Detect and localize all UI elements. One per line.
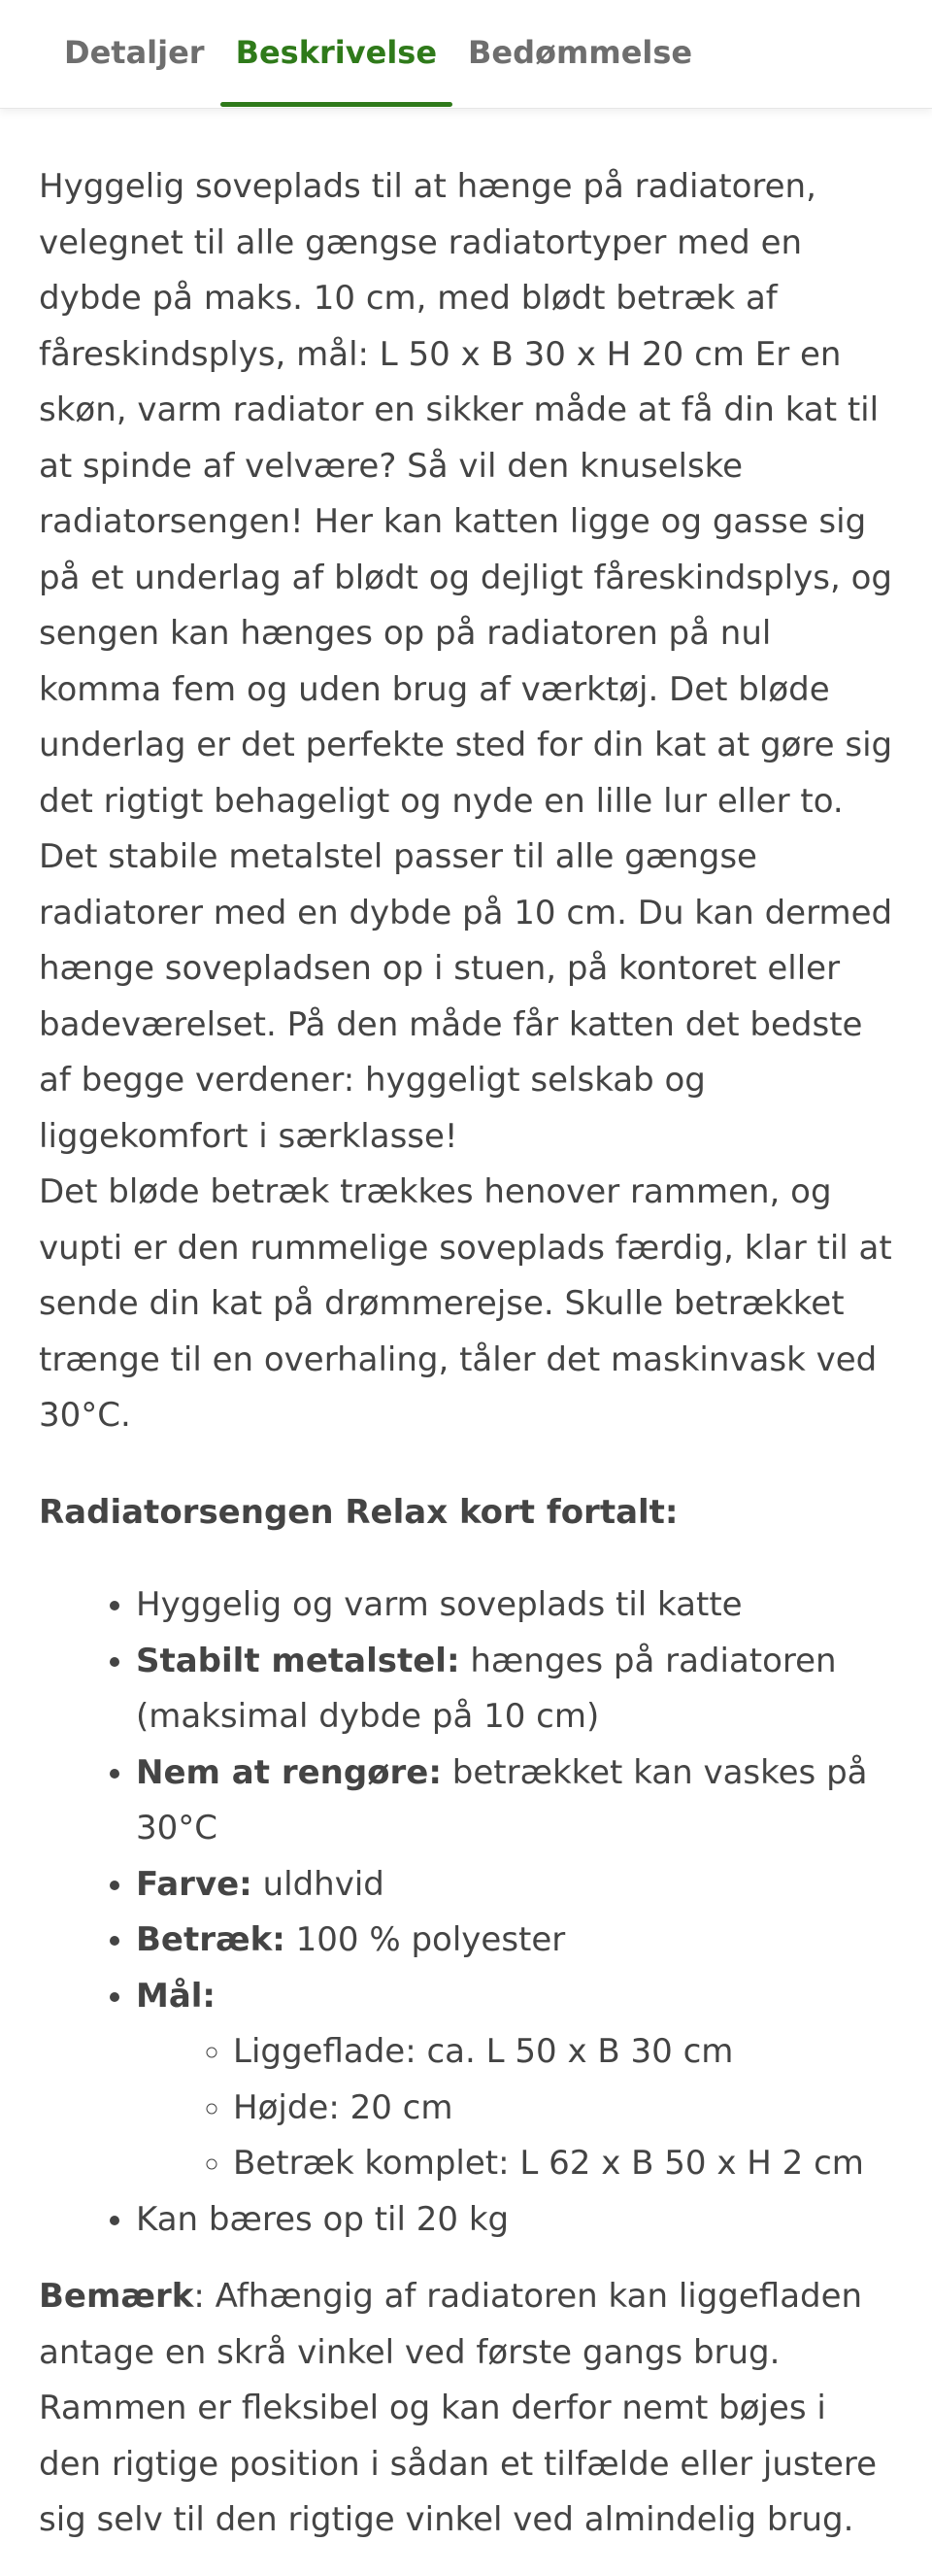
product-tabs (0, 0, 932, 109)
list-item (136, 1746, 893, 1857)
list-item-text: uldhvid (251, 1864, 384, 1904)
list-item-label: Nem at rengøre: (136, 1752, 442, 1792)
description-content (0, 109, 932, 2549)
feature-list (39, 1577, 893, 2248)
summary-heading: Radiatorsengen Relax kort fortalt: (39, 1492, 679, 1532)
description-paragraph: Hyggelig soveplads til at hænge på radiatoren, velegnet til alle gængse radiatortyper med en dybde på maks. 10 cm, med blødt betræk af fåreskindsplys, mål: L 50 x B 30 x H 20 cm Er en skøn, varm radiator en sikker måde at få din kat til at spinde af velvære? Så vil den knuselske radiatorsengen! Her kan katten ligge og gasse sig på et underlag af blødt og dejligt fåreskindsplys, og sengen kan hænges op på radiatoren på nul komma fem og uden brug af værktøj. Det bløde underlag er det perfekte sted for din kat at gøre sig det rigtigt behageligt og nyde en lille lur eller to. (39, 167, 893, 821)
list-item-text: 100 % polyester (284, 1920, 566, 1959)
list-item (136, 1857, 893, 1914)
description-paragraph: Det stabile metalstel passer til alle gængse radiatorer med en dybde på 10 cm. Du kan dermed hænge sovepladsen op i stuen, på kontoret eller badeværelset. På den måde får katten det bedste af begge verdener: hyggeligt selskab og liggekomfort i særklasse! (39, 837, 893, 1156)
list-item (136, 1577, 893, 1634)
list-item-text: Hyggelig og varm soveplads til katte (136, 1585, 743, 1624)
list-item: • Kan bæres op til 20 kg (136, 2192, 893, 2249)
tab-description[interactable]: Beskrivelse (220, 0, 452, 105)
description-paragraph: Det bløde betræk trækkes henover rammen, og vupti er den rummelige soveplads færdig, klar til at sende din kat på drømmerejse. Skulle betrækket trænge til en overhaling, tåler det maskinvask ved 30°C. (39, 1172, 892, 1435)
tab-details[interactable]: Detaljer (64, 34, 205, 71)
list-item-label: Mål: (136, 1976, 216, 2016)
note-paragraph (39, 2269, 893, 2549)
list-item-label: Betræk: (136, 1920, 285, 1959)
sub-list-item: ◦ Højde: 20 cm (233, 2081, 893, 2137)
list-item-label: Stabilt metalstel: (136, 1641, 460, 1680)
list-item (136, 1634, 893, 1746)
dimensions-list (136, 2024, 893, 2192)
list-item-text: betrækket kan vaskes på 30°C (136, 1752, 868, 1847)
sub-list-item: ◦ Betræk komplet: L 62 x B 50 x H 2 cm (233, 2136, 893, 2192)
list-item (136, 1969, 893, 2192)
tab-reviews[interactable]: Bedømmelse (468, 34, 693, 71)
note-text: : Afhængig af radiatoren kan liggefladen antage en skrå vinkel ved første gangs brug. Rammen er fleksibel og kan derfor nemt bøjes i den rigtige position i sådan et tilfælde eller justere sig selv til den rigtige vinkel ved almindelig brug. (39, 2277, 878, 2539)
note-label: Bemærk (39, 2277, 194, 2316)
list-item (136, 1913, 893, 1969)
sub-list-item: ◦ Liggeflade: ca. L 50 x B 30 cm (233, 2024, 893, 2081)
list-item-label: Farve: (136, 1864, 252, 1904)
list-item-text: hænges på radiatoren (maksimal dybde på 10 cm) (136, 1641, 837, 1736)
